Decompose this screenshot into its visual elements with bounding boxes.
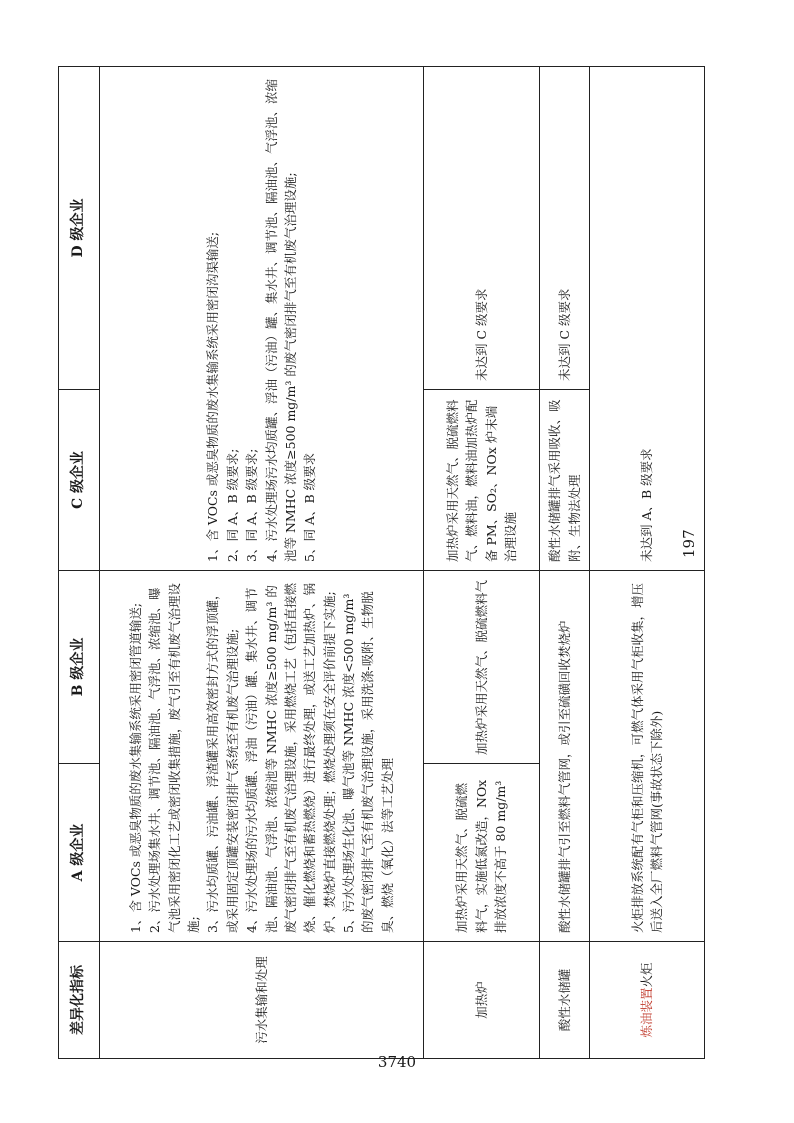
wastewater-ab-line-2: 2、污水处理场集水井、调节池、隔油池、气浮池、浓缩池、曝气池采用密闭化工艺或密闭收集措施，废气引至有机废气治理设施; — [147, 582, 201, 933]
rotated-table-wrapper — [58, 67, 704, 1059]
row-acid-water-tank — [540, 67, 590, 1059]
cell-flare-cd: 未达到 A、B 级要求 — [590, 67, 705, 571]
page-number-bottom: 3740 — [377, 1053, 417, 1071]
cell-heater-a: 加热炉采用天然气、脱硫燃料气，实施低氮改造，NOx 排放浓度不高于 80 mg/m³ — [424, 764, 540, 942]
wastewater-cd-line-5: 5、同 A、B 级要求 — [302, 452, 318, 562]
header-grade-b: B 级企业 — [59, 571, 100, 764]
row-label-flare — [590, 942, 705, 1059]
row-label-acid-water-tank: 酸性水储罐 — [540, 942, 590, 1059]
header-grade-c: C 级企业 — [59, 390, 100, 571]
header-indicator: 差异化指标 — [59, 942, 100, 1059]
cell-flare-ab: 火炬排放系统配有气柜和压缩机，可燃气体采用气柜收集，增压后送入全厂燃料气管网(事故状态下除外) — [590, 571, 705, 942]
row-label-heater: 加热炉 — [424, 942, 540, 1059]
header-grade-d: D 级企业 — [59, 67, 100, 390]
cell-heater-c: 加热炉采用天然气、脱硫燃料气、燃料油，燃料油加热炉配备 PM、SO₂、NOx 炉末端治理设施 — [424, 390, 540, 571]
wastewater-ab-line-3: 3、污水均质罐、污油罐、浮渣罐采用高效密封方式的浮顶罐，或采用固定顶罐安装密闭排气系统至有机废气治理设施; — [205, 587, 240, 933]
flare-label-rest: 火炬 — [639, 962, 655, 988]
wastewater-cd-line-2: 2、同 A、B 级要求; — [224, 448, 240, 562]
row-label-wastewater: 污水集输和处理 — [100, 942, 424, 1059]
differentiation-table — [58, 66, 705, 1059]
flare-label-red: 炼油装置 — [639, 987, 655, 1038]
header-row — [59, 67, 100, 1059]
cell-heater-b: 加热炉采用天然气、脱硫燃料气 — [424, 571, 540, 764]
cell-acid-water-c: 酸性水储罐排气采用吸收、吸附、生物法处理 — [540, 390, 590, 571]
cell-wastewater-ab — [100, 571, 424, 942]
wastewater-cd-line-4: 4、污水处理场污水均质罐、浮油（污油）罐、集水井、调节池、隔油池、气浮池、浓缩池等 NMHC 浓度≥500 mg/m³ 的废气密闭排气至有机废气治理设施; — [263, 79, 298, 562]
row-wastewater — [100, 67, 424, 1059]
wastewater-ab-line-1: 1、含 VOCs 或恶臭物质的废水集输系统采用密闭管道输送; — [127, 602, 143, 933]
cell-heater-d: 未达到 C 级要求 — [424, 67, 540, 390]
cell-wastewater-cd — [100, 67, 424, 571]
wastewater-cd-line-1: 1、含 VOCs 或恶臭物质的废水集输系统采用密闭沟渠输送; — [205, 231, 221, 562]
wastewater-cd-line-3: 3、同 A、B 级要求; — [244, 448, 260, 562]
header-grade-a: A 级企业 — [59, 764, 100, 942]
row-heater — [424, 67, 540, 1059]
cell-acid-water-ab: 酸性水储罐排气引至燃料气管网，或引至硫磺回收焚烧炉 — [540, 571, 590, 942]
row-flare — [590, 67, 705, 1059]
wastewater-ab-line-5: 5、污水处理场生化池、曝气池等 NMHC 浓度<500 mg/m³ 的废气密闭排气至有机废气治理设施，采用洗涤-吸附、生物脱臭、燃烧（氧化）法等工艺处理 — [341, 591, 395, 933]
page-number-rotated: 197 — [680, 529, 698, 558]
cell-acid-water-d: 未达到 C 级要求 — [540, 67, 590, 390]
wastewater-ab-line-4: 4、污水处理场的污水均质罐、浮油（污油）罐、集水井、调节池、隔油池、气浮池、浓缩池等 NMHC 浓度≥500 mg/m³ 的废气密闭排气至有机废气治理设施，采用燃烧工艺（包括直接燃烧、催化燃烧和蓄热燃烧）进行最终处理，或送工艺加热炉、锅炉、焚烧炉直接燃烧处理；燃烧处理须在安全评价前提下实施; — [244, 582, 337, 933]
